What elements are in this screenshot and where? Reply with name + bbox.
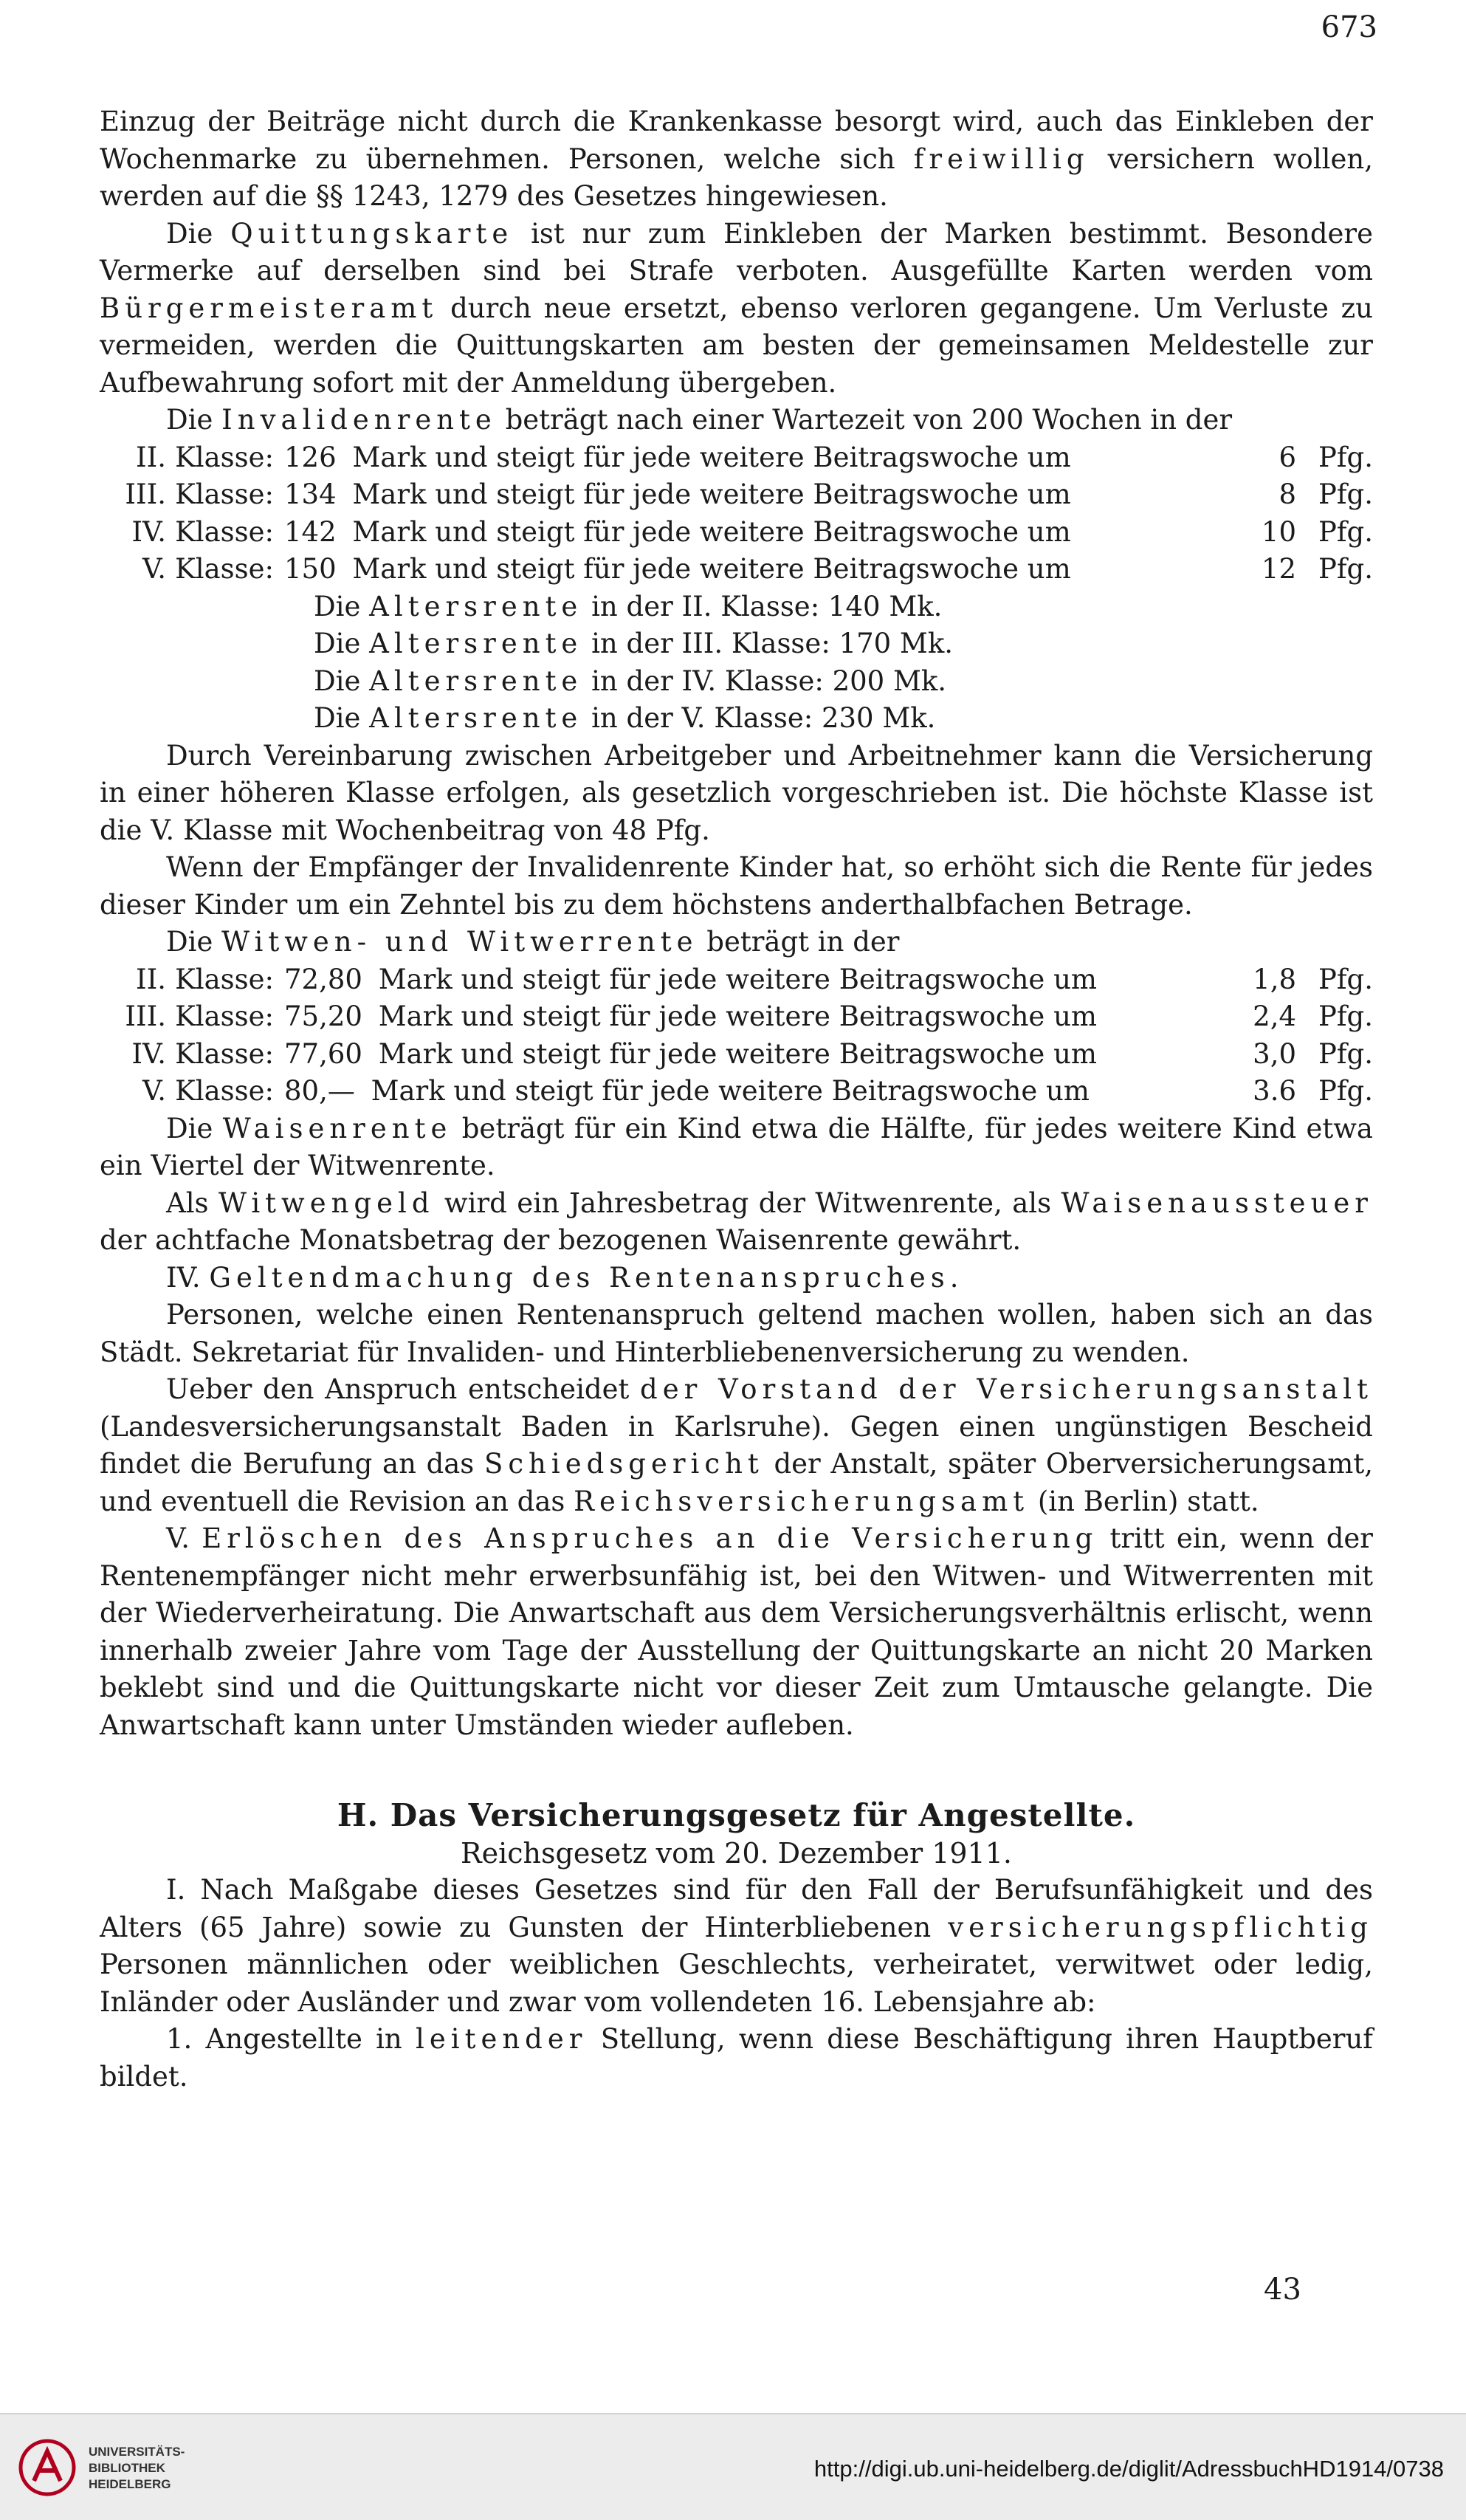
paragraph-beitraege xyxy=(100,103,1373,216)
table-row xyxy=(100,476,1373,514)
paragraph-erloeschen: V. Erlöschen des Anspruches an die Versicherung tritt ein, wenn der Rentenempfänger nicht mehr erwerbsunfähig ist, bei den Witwen- und Witwerrenten mit der Wiederverheiratung. Die Anwartschaft aus dem Versicherungsverhältnis erlischt, wenn innerhalb zweier Jahre vom Tage der Ausstellung der Quittungskarte an nicht 20 Marken beklebt sind und die Quittungskarte nicht vor dieser Zeit zum Umtausche gelangte. Die Anwartschaft kann unter Umständen wieder aufleben. xyxy=(100,1522,1373,1741)
text: versichern wollen, werden auf die §§ 1243, 1279 des Gesetzes hingewiesen. xyxy=(100,143,1373,212)
text: beträgt nach einer Wartezeit von 200 Wochen in der xyxy=(496,404,1233,436)
klasse-label: Klasse: xyxy=(175,1037,274,1070)
unit: Pfg. xyxy=(1318,1075,1373,1107)
paragraph-witwengeld: Als Witwengeld wird ein Jahresbetrag der Witwenrente, als Waisenaussteuer der achtfache Monatsbetrag der bezogenen Waisenrente gewährt. xyxy=(100,1187,1373,1256)
class-numeral: IV. xyxy=(131,1037,166,1070)
unit: Pfg. xyxy=(1318,515,1373,548)
text: ist nur zum Einkleben der Marken bestimmt. Besondere Vermerke auf derselben sind bei Strafe verboten. Ausgefüllte Karten werden vom xyxy=(100,217,1374,286)
class-numeral: II. xyxy=(136,963,166,995)
spaced-term: freiwillig xyxy=(913,143,1090,175)
table-row xyxy=(100,961,1373,999)
amount-text: 150 Mark und steigt für jede weitere Beitragswoche um xyxy=(284,553,1071,585)
class-numeral: III. xyxy=(125,1000,166,1032)
paragraph-rentenanspruch: Personen, welche einen Rentenanspruch geltend machen wollen, haben sich an das Städt. Sekretariat für Invaliden- und Hinterbliebenenversicherung zu wenden. xyxy=(100,1299,1373,1368)
increment: 10 xyxy=(1261,515,1296,548)
paragraph-entscheidung: Ueber den Anspruch entscheidet der Vorstand der Versicherungsanstalt (Landesversicherungsanstalt Baden in Karlsruhe). Gegen einen ungünstigen Bescheid findet die Berufung an das Schiedsgericht der Anstalt, später Oberversicherungsamt, und eventuell die Revision an das Reichsversicherungsamt (in Berlin) statt. xyxy=(100,1373,1373,1517)
paragraph-versicherungspflicht: I. Nach Maßgabe dieses Gesetzes sind für den Fall der Berufsunfähigkeit und des Alters (65 Jahre) sowie zu Gunsten der Hinterbliebenen versicherungspflichtig Personen männlichen oder weiblichen Geschlechts, verheiratet, verwitwet oder ledig, Inländer oder Ausländer und zwar vom vollendeten 16. Lebensjahre ab: xyxy=(100,1874,1373,2018)
list-item: Die Altersrente in der III. Klasse: 170 Mk. xyxy=(314,628,953,659)
list-item: Die Altersrente in der V. Klasse: 230 Mk. xyxy=(314,702,936,734)
klasse-label: Klasse: xyxy=(175,553,274,585)
spaced-term: Quittungskarte xyxy=(230,217,514,250)
amount-text: 134 Mark und steigt für jede weitere Beitragswoche um xyxy=(284,478,1071,510)
list-item: Die Altersrente in der II. Klasse: 140 Mk. xyxy=(314,590,943,622)
amount-text: 126 Mark und steigt für jede weitere Beitragswoche um xyxy=(284,441,1071,473)
increment: 2,4 xyxy=(1253,1000,1296,1032)
paragraph-quittungskarte xyxy=(100,216,1373,402)
source-url-link[interactable]: http://digi.ub.uni-heidelberg.de/diglit/AdressbuchHD1914/0738 xyxy=(813,2456,1444,2482)
witwen-table xyxy=(100,961,1373,1110)
increment: 3.6 xyxy=(1253,1075,1296,1107)
table-row xyxy=(100,1036,1373,1074)
increment: 6 xyxy=(1279,441,1296,473)
unit: Pfg. xyxy=(1318,1000,1373,1032)
text: Einzug der Beiträge nicht durch die Krankenkasse besorgt wird, auch das Einkleben der Wochenmarke zu übernehmen. Personen, welche sich xyxy=(100,106,1373,175)
table-row xyxy=(100,439,1373,477)
class-numeral: V. xyxy=(142,1075,166,1107)
increment: 12 xyxy=(1261,553,1296,585)
class-numeral: V. xyxy=(142,553,166,585)
university-seal-icon xyxy=(18,2438,77,2497)
text: Die xyxy=(166,404,222,436)
class-numeral: IV. xyxy=(131,515,166,548)
section-heading: H. Das Versicherungsgesetz für Angestellte. xyxy=(337,1797,1136,1833)
paragraph-angestellte: 1. Angestellte in leitender Stellung, wenn diese Beschäftigung ihren Hauptberuf bildet. xyxy=(100,2023,1373,2092)
increment: 8 xyxy=(1279,478,1296,510)
amount-text: 77,60 Mark und steigt für jede weitere Beitragswoche um xyxy=(284,1037,1097,1070)
class-numeral: III. xyxy=(125,478,166,510)
increment: 1,8 xyxy=(1253,963,1296,995)
list-item: Die Altersrente in der IV. Klasse: 200 Mk. xyxy=(314,665,947,697)
heading-geltendmachung: IV. Geltendmachung des Rentenanspruches. xyxy=(166,1261,964,1294)
paragraph-vereinbarung: Durch Vereinbarung zwischen Arbeitgeber und Arbeitnehmer kann die Versicherung in einer höheren Klasse erfolgen, als gesetzlich vorgeschrieben ist. Die höchste Klasse ist die V. Klasse mit Wochenbeitrag von 48 Pfg. xyxy=(100,739,1373,846)
unit: Pfg. xyxy=(1318,441,1373,473)
unit: Pfg. xyxy=(1318,963,1373,995)
invaliden-table xyxy=(100,439,1373,588)
paragraph-invalidenrente xyxy=(100,402,1373,439)
table-row xyxy=(100,551,1373,588)
amount-text: 80,— Mark und steigt für jede weitere Beitragswoche um xyxy=(284,1075,1090,1107)
table-row xyxy=(100,998,1373,1036)
unit: Pfg. xyxy=(1318,478,1373,510)
klasse-label: Klasse: xyxy=(175,1075,274,1107)
unit: Pfg. xyxy=(1318,1037,1373,1070)
folio-number: 43 xyxy=(1264,2273,1301,2307)
klasse-label: Klasse: xyxy=(175,478,274,510)
unit: Pfg. xyxy=(1318,553,1373,585)
class-numeral: II. xyxy=(136,441,166,473)
paragraph-waisenrente: Die Waisenrente beträgt für ein Kind etwa die Hälfte, für jedes weitere Kind etwa ein Viertel der Witwenrente. xyxy=(100,1112,1373,1181)
text: Die xyxy=(166,217,231,250)
klasse-label: Klasse: xyxy=(175,441,274,473)
page-number: 673 xyxy=(1321,10,1377,44)
amount-text: 75,20 Mark und steigt für jede weitere Beitragswoche um xyxy=(284,1000,1097,1032)
table-row xyxy=(100,1073,1373,1110)
amount-text: 72,80 Mark und steigt für jede weitere Beitragswoche um xyxy=(284,963,1097,995)
increment: 3,0 xyxy=(1253,1037,1296,1070)
section-subheading: Reichsgesetz vom 20. Dezember 1911. xyxy=(461,1836,1012,1870)
klasse-label: Klasse: xyxy=(175,515,274,548)
paragraph-witwenrente: Die Witwen- und Witwerrente beträgt in der xyxy=(166,926,900,958)
spaced-term: Invalidenrente xyxy=(221,404,497,436)
footer-bar xyxy=(0,2413,1466,2520)
document-body xyxy=(100,103,1373,2095)
table-row xyxy=(100,514,1373,552)
text: durch neue ersetzt, ebenso verloren gegangene. Um Verluste zu vermeiden, werden die Quittungskarten am besten der gemeinsamen Meldestelle zur Aufbewahrung sofort mit der Anmeldung übergeben. xyxy=(100,292,1373,399)
klasse-label: Klasse: xyxy=(175,1000,274,1032)
paragraph-kinder: Wenn der Empfänger der Invalidenrente Kinder hat, so erhöht sich die Rente für jedes dieser Kinder um ein Zehntel bis zu dem höchstens anderthalbfachen Betrage. xyxy=(100,851,1373,921)
spaced-term: Bürgermeisteramt xyxy=(100,292,438,324)
altersrente-list xyxy=(100,588,1373,738)
amount-text: 142 Mark und steigt für jede weitere Beitragswoche um xyxy=(284,515,1071,548)
klasse-label: Klasse: xyxy=(175,963,274,995)
library-name: UNIVERSITÄTS- BIBLIOTHEK HEIDELBERG xyxy=(89,2445,185,2491)
